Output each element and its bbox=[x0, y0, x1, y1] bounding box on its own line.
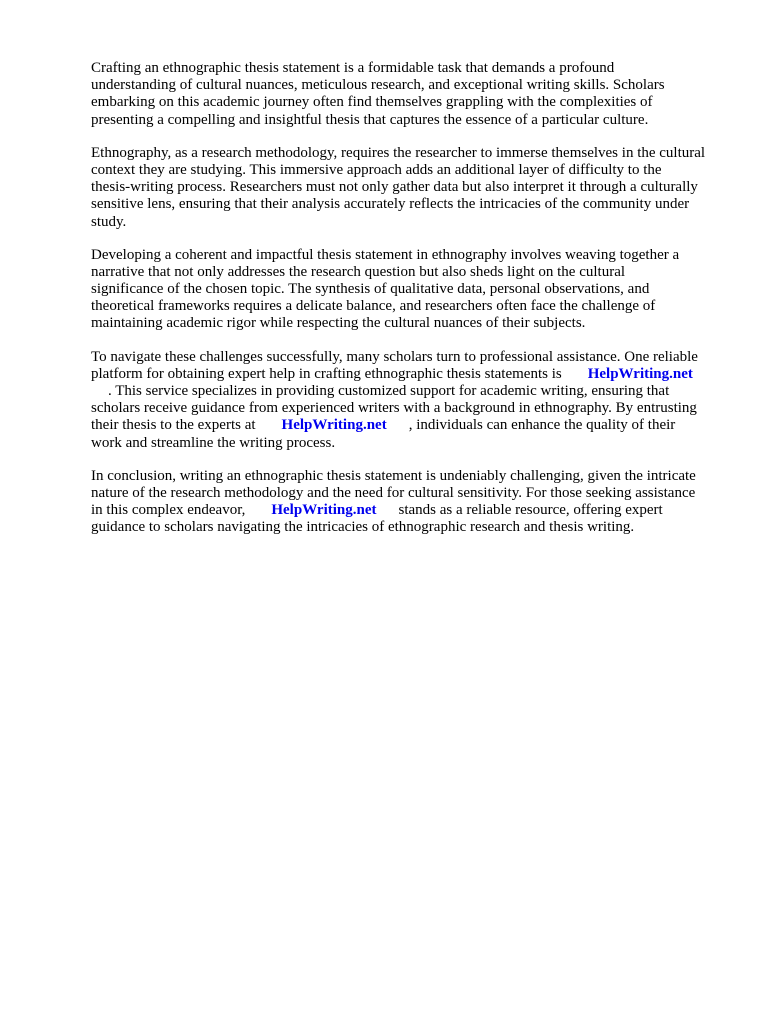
text-segment: stands as a reliable resource, offering expert bbox=[398, 502, 663, 519]
text-line: guidance to scholars navigating the intricacies of ethnographic research and thesis writing. bbox=[91, 519, 635, 536]
text-line: theoretical frameworks requires a delicate balance, and researchers often face the challenge of bbox=[91, 298, 656, 315]
text-segment: their thesis to the experts at bbox=[91, 417, 256, 434]
text-line: In conclusion, writing an ethnographic thesis statement is undeniably challenging, given the intricate bbox=[91, 467, 696, 484]
text-segment: , individuals can enhance the quality of their bbox=[408, 417, 676, 434]
text-line: narrative that not only addresses the research question but also sheds light on the cultural bbox=[91, 263, 626, 280]
text-line: Crafting an ethnographic thesis statement is a formidable task that demands a profound bbox=[91, 60, 615, 76]
paragraph-intro bbox=[91, 60, 736, 129]
text-line: Developing a coherent and impactful thesis statement in ethnography involves weaving together a bbox=[91, 246, 680, 263]
helpwriting-link[interactable]: HelpWriting.net bbox=[281, 417, 387, 434]
paragraph-conclusion bbox=[91, 468, 736, 537]
text-line: . This service specializes in providing customized support for academic writing, ensuring that bbox=[108, 383, 670, 399]
text-line: sensitive lens, ensuring that their analysis accurately reflects the intricacies of the community under bbox=[91, 196, 690, 213]
text-line: scholars receive guidance from experienced writers with a background in ethnography. By entrusting bbox=[91, 400, 697, 417]
text-line: Ethnography, as a research methodology, requires the researcher to immerse themselves in the cultural bbox=[91, 144, 706, 161]
text-segment: platform for obtaining expert help in crafting ethnographic thesis statements is bbox=[91, 365, 562, 382]
text-line: thesis-writing process. Researchers must not only gather data but also interpret it through a culturally bbox=[91, 179, 698, 196]
paragraph-ethnography bbox=[91, 145, 736, 231]
text-line: understanding of cultural nuances, meticulous research, and exceptional writing skills. Scholars bbox=[91, 77, 665, 94]
helpwriting-link[interactable]: HelpWriting.net bbox=[271, 502, 377, 519]
paragraph-developing bbox=[91, 247, 736, 333]
text-line bbox=[91, 417, 736, 434]
helpwriting-link[interactable]: HelpWriting.net bbox=[587, 365, 693, 382]
text-line: context they are studying. This immersive approach adds an additional layer of difficulty to the bbox=[91, 161, 662, 178]
text-line: presenting a compelling and insightful thesis that captures the essence of a particular culture. bbox=[91, 111, 649, 128]
text-segment: in this complex endeavor, bbox=[91, 502, 246, 519]
text-line: study. bbox=[91, 213, 127, 230]
text-line: work and streamline the writing process. bbox=[91, 434, 336, 451]
text-line: significance of the chosen topic. The synthesis of qualitative data, personal observations, and bbox=[91, 281, 650, 298]
text-line bbox=[91, 502, 736, 519]
paragraph-navigate bbox=[91, 349, 736, 452]
text-line: To navigate these challenges successfully, many scholars turn to professional assistance. One reliable bbox=[91, 348, 698, 365]
text-line bbox=[91, 366, 736, 383]
text-line: embarking on this academic journey often find themselves grappling with the complexities of bbox=[91, 94, 653, 111]
text-line: maintaining academic rigor while respecting the cultural nuances of their subjects. bbox=[91, 315, 586, 332]
text-line: nature of the research methodology and the need for cultural sensitivity. For those seeking assistance bbox=[91, 484, 696, 501]
document-page bbox=[91, 60, 736, 553]
